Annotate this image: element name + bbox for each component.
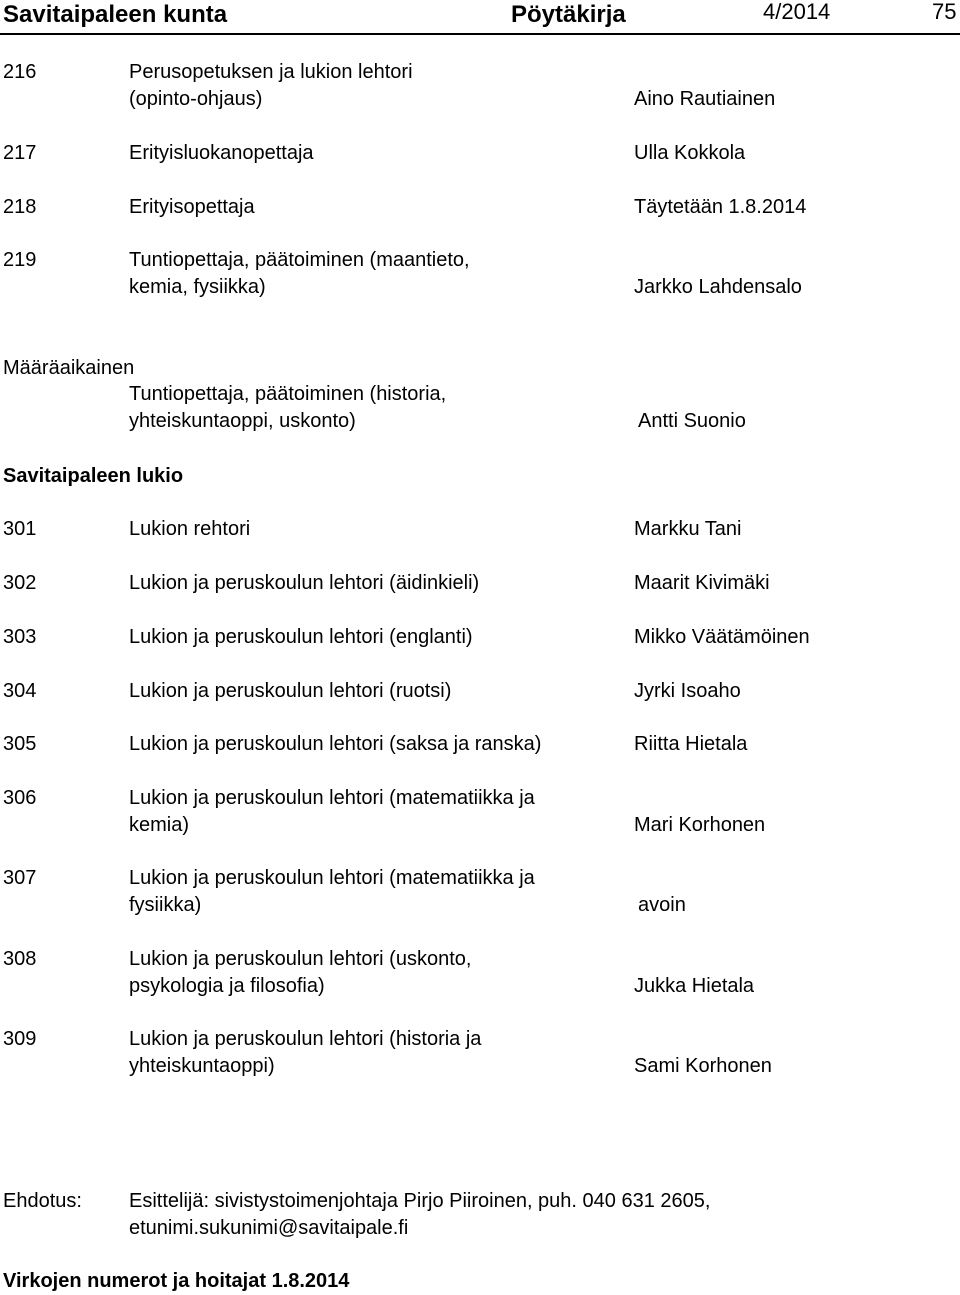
item-number: 218 <box>3 196 37 218</box>
section-heading: Määräaikainen <box>3 357 135 379</box>
item-description: fysiikka) <box>129 894 202 916</box>
item-description: Erityisopettaja <box>129 196 255 218</box>
item-holder: Täytetään 1.8.2014 <box>634 196 807 218</box>
item-description: Lukion ja peruskoulun lehtori (matematiikka ja <box>129 867 535 889</box>
item-holder: Sami Korhonen <box>634 1055 772 1077</box>
item-description: Lukion rehtori <box>129 518 251 540</box>
item-number: 302 <box>3 572 37 594</box>
item-holder: Antti Suonio <box>638 410 746 432</box>
item-description: yhteiskuntaoppi) <box>129 1055 275 1077</box>
item-holder: Ulla Kokkola <box>634 142 746 164</box>
municipality-name: Savitaipaleen kunta <box>3 1 228 28</box>
item-number: 309 <box>3 1028 37 1050</box>
page-number: 75 <box>932 0 957 24</box>
item-description: yhteiskuntaoppi, uskonto) <box>129 410 356 432</box>
item-description: Lukion ja peruskoulun lehtori (saksa ja ranska) <box>129 733 542 755</box>
page-header <box>0 0 960 32</box>
section-heading: Virkojen numerot ja hoitajat 1.8.2014 <box>3 1270 350 1292</box>
item-holder: Aino Rautiainen <box>634 88 776 110</box>
item-number: 216 <box>3 61 37 83</box>
item-number: 307 <box>3 867 37 889</box>
item-number: 308 <box>3 948 37 970</box>
item-number: 301 <box>3 518 37 540</box>
item-holder: avoin <box>638 894 686 916</box>
item-holder: Mikko Väätämöinen <box>634 626 810 648</box>
item-description: Lukion ja peruskoulun lehtori (äidinkieli) <box>129 572 480 594</box>
proposal-label: Ehdotus: <box>3 1190 82 1212</box>
presenter-email: etunimi.sukunimi@savitaipale.fi <box>129 1217 409 1239</box>
item-number: 305 <box>3 733 37 755</box>
item-holder: Mari Korhonen <box>634 814 766 836</box>
section-heading: Savitaipaleen lukio <box>3 465 184 487</box>
item-holder: Riitta Hietala <box>634 733 748 755</box>
item-description: Tuntiopettaja, päätoiminen (historia, <box>129 383 447 405</box>
item-holder: Jukka Hietala <box>634 975 755 997</box>
document-type: Pöytäkirja <box>511 1 626 28</box>
item-number: 303 <box>3 626 37 648</box>
item-description: Lukion ja peruskoulun lehtori (ruotsi) <box>129 680 452 702</box>
item-number: 219 <box>3 249 37 271</box>
item-description: Lukion ja peruskoulun lehtori (uskonto, <box>129 948 472 970</box>
header-rule <box>0 33 960 35</box>
item-description: Lukion ja peruskoulun lehtori (historia ja <box>129 1028 482 1050</box>
item-description: Lukion ja peruskoulun lehtori (matematiikka ja <box>129 787 535 809</box>
item-description: kemia, fysiikka) <box>129 276 266 298</box>
issue-number: 4/2014 <box>763 0 831 24</box>
item-holder: Maarit Kivimäki <box>634 572 770 594</box>
item-number: 217 <box>3 142 37 164</box>
item-holder: Markku Tani <box>634 518 742 540</box>
item-description: Perusopetuksen ja lukion lehtori <box>129 61 413 83</box>
item-description: Erityisluokanopettaja <box>129 142 314 164</box>
item-description: psykologia ja filosofia) <box>129 975 325 997</box>
item-description: kemia) <box>129 814 190 836</box>
item-holder: Jarkko Lahdensalo <box>634 276 802 298</box>
item-description: Lukion ja peruskoulun lehtori (englanti) <box>129 626 473 648</box>
item-holder: Jyrki Isoaho <box>634 680 741 702</box>
item-description: (opinto-ohjaus) <box>129 88 263 110</box>
item-description: Tuntiopettaja, päätoiminen (maantieto, <box>129 249 470 271</box>
item-number: 304 <box>3 680 37 702</box>
item-number: 306 <box>3 787 37 809</box>
proposal-text: Esittelijä: sivistystoimenjohtaja Pirjo Piiroinen, puh. 040 631 2605, <box>129 1190 711 1212</box>
